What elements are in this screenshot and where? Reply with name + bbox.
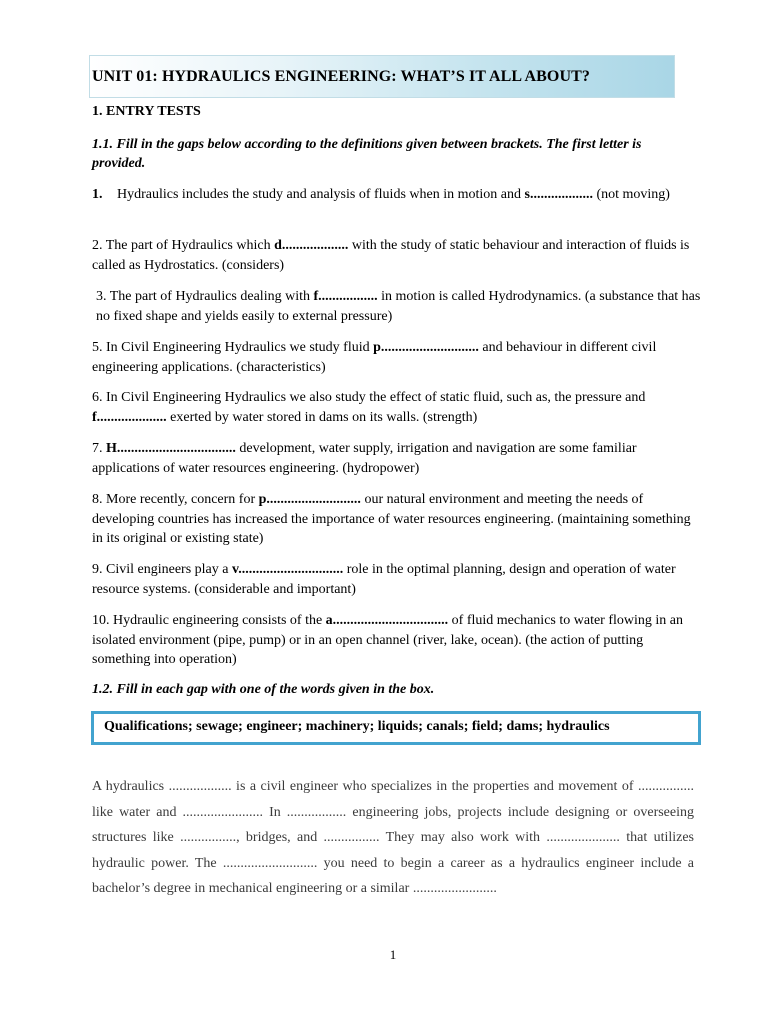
- exercise-item: 2. The part of Hydraulics which d................... with the study of static behaviour and interaction of fluids is called as Hydrostatics. (considers): [92, 238, 690, 273]
- exercise-item: 6. In Civil Engineering Hydraulics we also study the effect of static fluid, such as, the pressure and f.................... exerted by water stored in dams on its walls. (strength): [92, 390, 646, 425]
- unit-title: UNIT 01: HYDRAULICS ENGINEERING: WHAT’S IT ALL ABOUT?: [92, 68, 591, 85]
- gap-blank: f....................: [92, 409, 167, 425]
- item-number: 7.: [92, 441, 103, 456]
- item-number: 8.: [92, 492, 103, 507]
- page-number: 1: [389, 947, 397, 962]
- item-number: 5.: [92, 340, 103, 355]
- gap-blank: f.................: [313, 289, 378, 304]
- exercise-item: [92, 185, 702, 205]
- exercise-2-instruction: 1.2. Fill in each gap with one of the words given in the box.: [92, 682, 435, 697]
- item-number: 2.: [92, 238, 103, 253]
- gap-blank: p............................: [373, 340, 479, 355]
- gap-blank: p...........................: [258, 492, 361, 507]
- exercise-item: 10. Hydraulic engineering consists of the a................................. of fluid mechanics to water flowing in an isolated environment (pipe, pump) or in an open channel (river, lake, ocean). (the action of putting something into operation): [92, 613, 683, 667]
- exercise-item: 8. More recently, concern for p........................... our natural environment and meeting the needs of developing countries has increased the importance of water resources engineering. (maintaining something in its original or existing state): [92, 492, 691, 546]
- gap-blank: d...................: [274, 238, 349, 253]
- gap-fill-paragraph: A hydraulics .................. is a civil engineer who specializes in the properties and movement of ................ like water and ....................... In ................. engineering jobs, projects include designing or overseeing structures like ................, bridges, and ................ They may also work with ..................... that utilizes hydraulic power. The ........................... you need to begin a career as a hydraulics engineer include a bachelor’s degree in mechanical engineering or a similar ........................: [92, 779, 694, 896]
- item-number: 9.: [92, 562, 103, 577]
- word-box-list: Qualifications; sewage; engineer; machinery; liquids; canals; field; dams; hydraulics: [104, 719, 610, 734]
- gap-blank: v..............................: [231, 562, 344, 577]
- exercise-item: 9. Civil engineers play a v.............................. role in the optimal planning, design and operation of water resource systems. (considerable and important): [92, 562, 676, 597]
- exercise-item: 7. H.................................. development, water supply, irrigation and navigation are some familiar applications of water resources engineering. (hydropower): [92, 441, 637, 476]
- gap-blank: s..................: [524, 187, 593, 202]
- gap-blank: a.................................: [325, 613, 449, 628]
- exercise-item: 5. In Civil Engineering Hydraulics we study fluid p............................ and behaviour in different civil engineering applications. (characteristics): [92, 340, 657, 375]
- item-number: 3.: [96, 289, 107, 304]
- item-number: 6.: [92, 390, 103, 405]
- item-number: 10.: [92, 613, 110, 628]
- exercise-item: 3. The part of Hydraulics dealing with f................. in motion is called Hydrodynamics. (a substance that has no fixed shape and yields easily to external pressure): [96, 289, 701, 324]
- gap-blank: H..................................: [106, 441, 236, 456]
- item-text: Hydraulics includes the study and analysis of fluids when in motion and s.................. (not moving): [117, 187, 670, 202]
- exercise-1-instruction: 1.1. Fill in the gaps below according to the definitions given between brackets. The first letter is provided.: [92, 137, 642, 171]
- item-number: 1.: [92, 187, 103, 202]
- section-heading: 1. ENTRY TESTS: [92, 104, 201, 119]
